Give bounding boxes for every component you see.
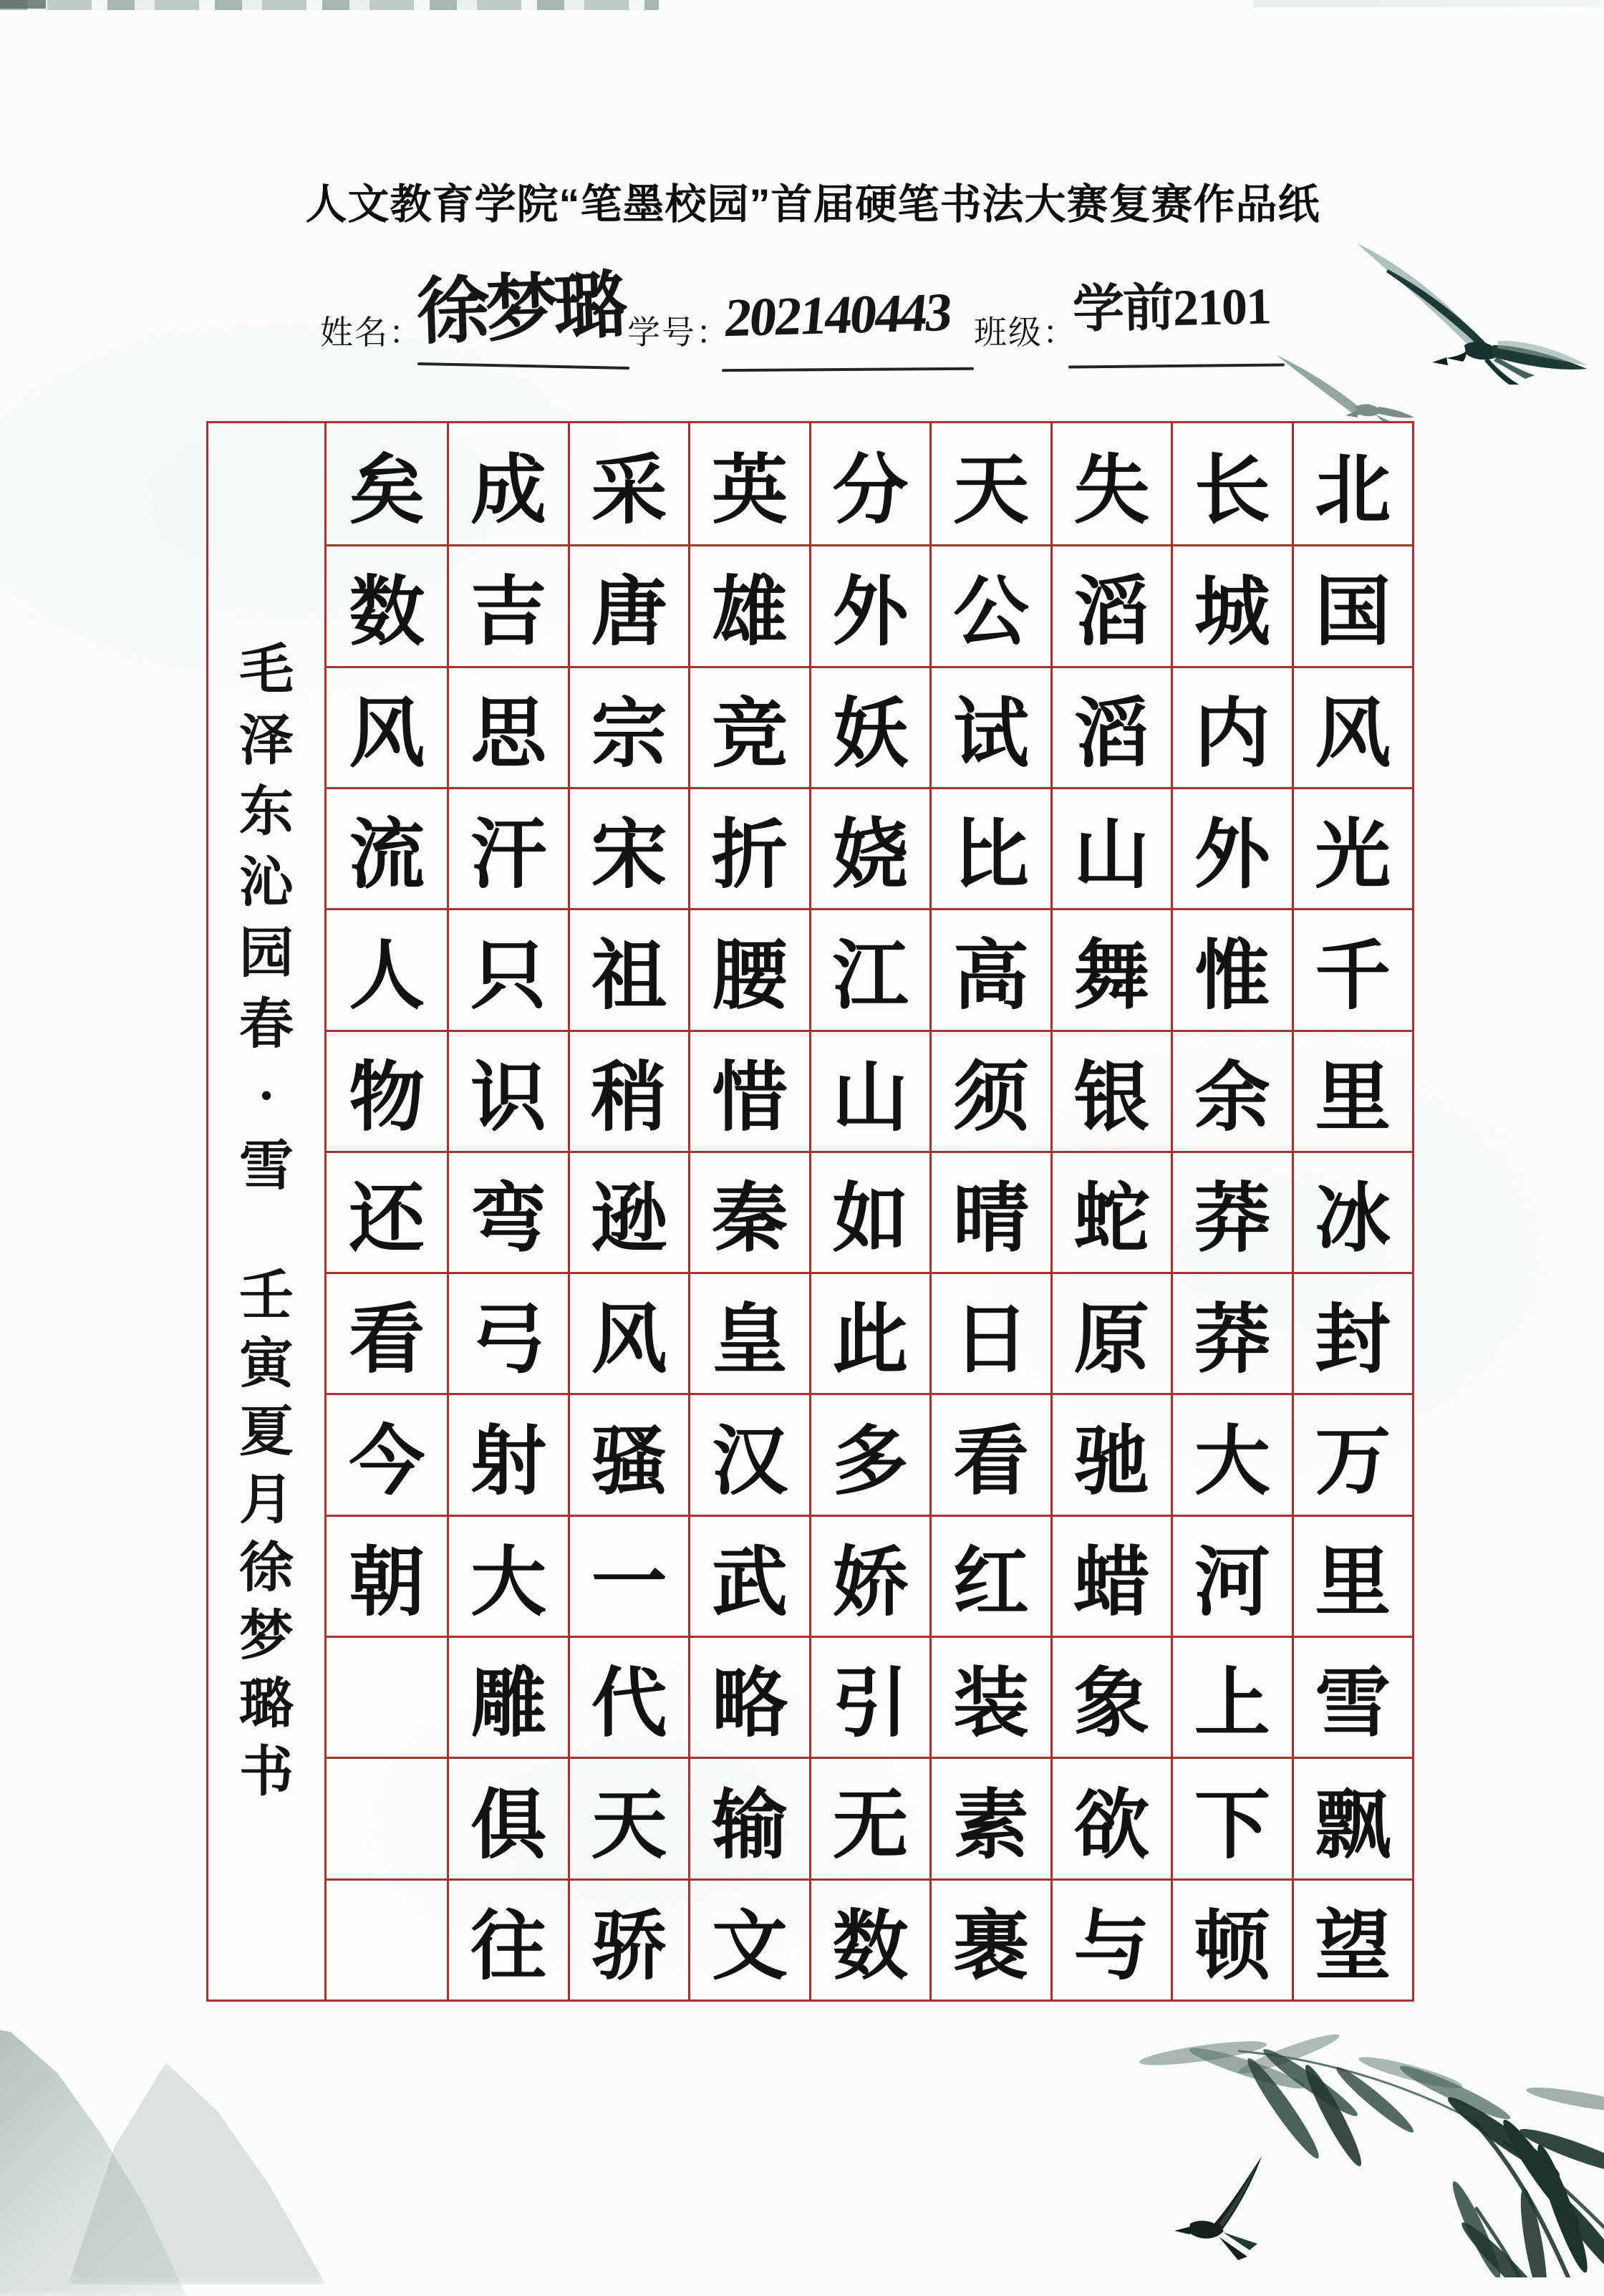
grid-cell: 舞: [1050, 908, 1171, 1029]
grid-cell: 略: [688, 1636, 808, 1757]
grid-cell: 莽: [1171, 1272, 1291, 1393]
grid-cell: 大: [447, 1515, 567, 1636]
grid-cell: 须: [929, 1030, 1050, 1151]
caption-character: 泽: [239, 711, 294, 771]
caption-character: 书: [239, 1742, 294, 1803]
grid-cell: [327, 1878, 447, 2000]
grid-cell: 只: [447, 908, 567, 1029]
grid-cell: 千: [1292, 908, 1412, 1029]
grid-cell: 天: [568, 1757, 688, 1878]
grid-cell: 唐: [568, 544, 688, 665]
grid-cell: 骚: [568, 1393, 688, 1514]
scanner-corner-smudge: [0, 0, 46, 9]
grid-cell: 素: [929, 1757, 1050, 1878]
caption-character: 园: [239, 924, 294, 984]
grid-cell: 无: [809, 1757, 929, 1878]
grid-cell: 惟: [1171, 908, 1291, 1029]
caption-character: 璐: [239, 1674, 294, 1735]
grid-cell: 里: [1292, 1515, 1412, 1636]
calligraphy-grid: [206, 421, 1414, 2002]
caption-line2: [208, 1263, 324, 1807]
grid-cell: 弓: [447, 1272, 567, 1393]
grid-cell: 江: [809, 908, 929, 1029]
caption-character: 梦: [239, 1606, 294, 1666]
grid-cell: 国: [1292, 544, 1412, 665]
grid-cell: 采: [568, 423, 688, 544]
grid-cell: 北: [1292, 423, 1412, 544]
caption-character: 春: [239, 995, 294, 1055]
grid-cell: 还: [327, 1151, 447, 1272]
grid-cell: 汗: [447, 787, 567, 908]
grid-cell: 长: [1171, 423, 1291, 544]
grid-cell: 外: [1171, 787, 1291, 908]
grid-cell: 里: [1292, 1030, 1412, 1151]
grid-cell: 成: [447, 423, 567, 544]
name-value-handwritten: 徐梦璐: [415, 266, 624, 354]
grid-cell: 骄: [568, 1878, 688, 2000]
grid-cell: 欲: [1050, 1757, 1171, 1878]
grid-cell: 余: [1171, 1030, 1291, 1151]
grid-cell: 山: [1050, 787, 1171, 908]
grid-cell: 弯: [447, 1151, 567, 1272]
caption-character: 月: [239, 1470, 294, 1530]
grid-cell: 今: [327, 1393, 447, 1514]
grid-cell: 识: [447, 1030, 567, 1151]
grid-cell: 滔: [1050, 666, 1171, 787]
grid-cell: 娆: [809, 787, 929, 908]
side-caption-column: [208, 423, 327, 2000]
class-label: 班级：: [974, 314, 1077, 351]
grid-cell: 与: [1050, 1878, 1171, 2000]
grid-cell: 比: [929, 787, 1050, 908]
grid-cell: 英: [688, 423, 808, 544]
grid-cell: 象: [1050, 1636, 1171, 1757]
student-id-label: 学号：: [627, 314, 730, 351]
grid-cell: 文: [688, 1878, 808, 2000]
grid-cell: 此: [809, 1272, 929, 1393]
grid-cell: 惜: [688, 1030, 808, 1151]
grid-cell: 蜡: [1050, 1515, 1171, 1636]
scanner-edge-smudge: [0, 0, 659, 10]
grid-cell: 武: [688, 1515, 808, 1636]
grid-cell: 原: [1050, 1272, 1171, 1393]
caption-line1: [208, 635, 324, 1202]
grid-cell: 装: [929, 1636, 1050, 1757]
grid-cell: 下: [1171, 1757, 1291, 1878]
grid-cell: 稍: [568, 1030, 688, 1151]
grid-cell: 天: [929, 423, 1050, 544]
caption-character: 东: [239, 782, 294, 842]
grid-cell: 日: [929, 1272, 1050, 1393]
grid-cell: 代: [568, 1636, 688, 1757]
character-grid: [327, 423, 1412, 2000]
grid-cell: 封: [1292, 1272, 1412, 1393]
grid-cell: 失: [1050, 423, 1171, 544]
grid-cell: 河: [1171, 1515, 1291, 1636]
grid-cell: 腰: [688, 908, 808, 1029]
grid-cell: 看: [929, 1393, 1050, 1514]
grid-cell: 雪: [1292, 1636, 1412, 1757]
scanner-edge-smudge-right: [1253, 0, 1604, 7]
grid-cell: 多: [809, 1393, 929, 1514]
grid-cell: 红: [929, 1515, 1050, 1636]
grid-cell: 上: [1171, 1636, 1291, 1757]
flying-swallow-ink-small: [1271, 351, 1421, 423]
grid-cell: 驰: [1050, 1393, 1171, 1514]
class-underline: [1068, 363, 1285, 368]
caption-character: 沁: [239, 853, 294, 913]
grid-cell: 飘: [1292, 1757, 1412, 1878]
grid-cell: 竞: [688, 666, 808, 787]
grid-cell: 外: [809, 544, 929, 665]
grid-cell: 城: [1171, 544, 1291, 665]
grid-cell: 滔: [1050, 544, 1171, 665]
grid-cell: 风: [1292, 666, 1412, 787]
grid-cell: 莽: [1171, 1151, 1291, 1272]
grid-cell: 银: [1050, 1030, 1171, 1151]
grid-cell: [327, 1636, 447, 1757]
grid-cell: 宋: [568, 787, 688, 908]
caption-character: 夏: [239, 1402, 294, 1462]
grid-cell: 一: [568, 1515, 688, 1636]
grid-cell: 流: [327, 787, 447, 908]
caption-character: 毛: [239, 640, 294, 700]
grid-cell: 光: [1292, 787, 1412, 908]
name-underline: [417, 362, 629, 370]
grid-cell: 吉: [447, 544, 567, 665]
grid-cell: 风: [327, 666, 447, 787]
caption-character: 寅: [239, 1334, 294, 1394]
grid-cell: 物: [327, 1030, 447, 1151]
grid-cell: 晴: [929, 1151, 1050, 1272]
caption-character: ·: [257, 1066, 276, 1126]
grid-cell: 裹: [929, 1878, 1050, 2000]
grid-cell: 妖: [809, 666, 929, 787]
grid-cell: 往: [447, 1878, 567, 2000]
grid-cell: 矣: [349, 448, 425, 533]
class-value-handwritten: 学前2101: [1072, 277, 1271, 339]
grid-cell: 雄: [688, 544, 808, 665]
grid-cell: 蛇: [1050, 1151, 1171, 1272]
grid-cell: 分: [809, 423, 929, 544]
grid-cell: 如: [809, 1151, 929, 1272]
caption-character: 壬: [239, 1266, 294, 1326]
grid-cell: 试: [929, 666, 1050, 787]
grid-cell: 万: [1292, 1393, 1412, 1514]
caption-character: 徐: [239, 1538, 294, 1598]
grid-cell: 宗: [568, 666, 688, 787]
grid-cell: 高: [929, 908, 1050, 1029]
grid-cell: 逊: [568, 1151, 688, 1272]
grid-cell: 内: [1171, 666, 1291, 787]
student-id-value-handwritten: 202140443: [721, 281, 954, 349]
name-label: 姓名：: [320, 314, 423, 351]
grid-cell: 风: [568, 1272, 688, 1393]
grid-cell: 娇: [809, 1515, 929, 1636]
grid-cell: 思: [447, 666, 567, 787]
grid-cell: 公: [929, 544, 1050, 665]
grid-cell: 祖: [568, 908, 688, 1029]
page-title: 人文教育学院“笔墨校园”首届硬笔书法大赛复赛作品纸: [305, 181, 1320, 228]
grid-cell: 数: [809, 1878, 929, 2000]
grid-cell: 人: [327, 908, 447, 1029]
grid-cell: 山: [809, 1030, 929, 1151]
grid-cell: [327, 1757, 447, 1878]
grid-cell: 俱: [447, 1757, 567, 1878]
grid-cell: 顿: [1171, 1878, 1291, 2000]
mountain-ink-wash-faint: [68, 2063, 326, 2285]
grid-cell: 秦: [688, 1151, 808, 1272]
grid-cell: 朝: [327, 1515, 447, 1636]
grid-cell: 汉: [688, 1393, 808, 1514]
grid-cell: 雕: [447, 1636, 567, 1757]
grid-cell: 望: [1292, 1878, 1412, 2000]
grid-cell: 冰: [1292, 1151, 1412, 1272]
grid-cell: 输: [688, 1757, 808, 1878]
grid-cell: 射: [447, 1393, 567, 1514]
flying-swallow-ink-bottom: [1153, 2152, 1310, 2274]
grid-cell: 数: [327, 544, 447, 665]
grid-cell: 大: [1171, 1393, 1291, 1514]
student-id-underline: [722, 367, 974, 372]
grid-cell: 皇: [688, 1272, 808, 1393]
grid-cell: 折: [688, 787, 808, 908]
grid-cell: 看: [327, 1272, 447, 1393]
grid-cell: 引: [809, 1636, 929, 1757]
caption-character: 雪: [239, 1137, 294, 1197]
